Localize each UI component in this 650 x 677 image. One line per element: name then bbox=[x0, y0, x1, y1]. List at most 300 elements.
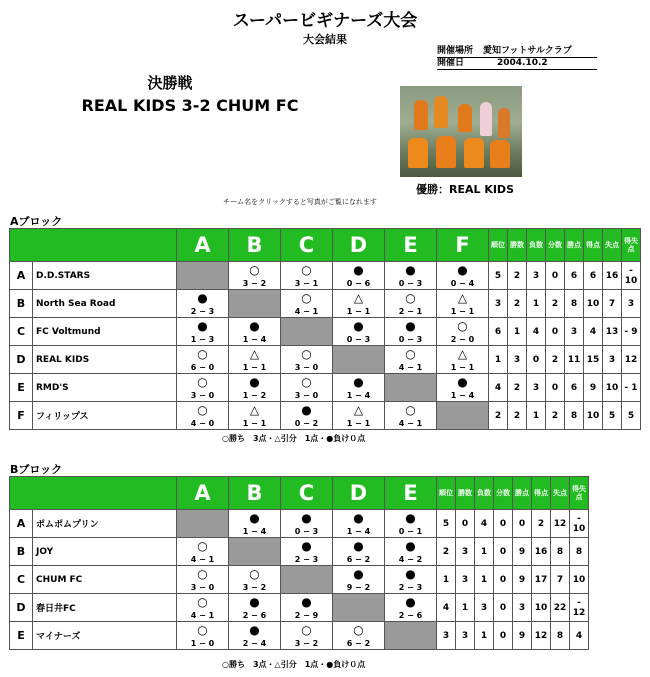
stat-points: 8 bbox=[565, 402, 584, 430]
stat-goals-for: 17 bbox=[532, 566, 551, 594]
self-match-cell bbox=[385, 622, 437, 650]
match-score: 2 − 3 bbox=[398, 583, 423, 592]
match-result-cell bbox=[229, 318, 281, 346]
result-symbol: △ bbox=[353, 291, 364, 305]
result-symbol: ○ bbox=[405, 403, 416, 417]
stat-goal-diff: - 1 bbox=[622, 374, 641, 402]
match-result-cell bbox=[177, 318, 229, 346]
match-score: 1 − 4 bbox=[450, 391, 475, 400]
result-symbol: ○ bbox=[197, 375, 208, 389]
table-row bbox=[10, 374, 641, 402]
match-score: 3 − 1 bbox=[294, 279, 319, 288]
result-symbol: ○ bbox=[197, 403, 208, 417]
block-b-col-e: E bbox=[385, 477, 437, 510]
self-match-cell bbox=[177, 262, 229, 290]
stat-points: 11 bbox=[565, 346, 584, 374]
stat-losses: 1 bbox=[475, 622, 494, 650]
match-result-cell bbox=[177, 402, 229, 430]
block-a-col-a: A bbox=[177, 229, 229, 262]
stat-goals-against: 3 bbox=[603, 346, 622, 374]
stat-header-goal-diff: 得失点 bbox=[622, 229, 641, 262]
match-result-cell bbox=[177, 594, 229, 622]
team-name-link[interactable]: North Sea Road bbox=[33, 290, 177, 318]
match-score: 1 − 1 bbox=[346, 307, 371, 316]
match-score: 2 − 9 bbox=[294, 611, 319, 620]
row-letter: A bbox=[10, 262, 33, 290]
self-match-cell bbox=[333, 594, 385, 622]
stat-losses: 1 bbox=[475, 566, 494, 594]
block-a-body bbox=[10, 262, 641, 430]
stat-losses: 0 bbox=[527, 346, 546, 374]
date-row bbox=[437, 58, 597, 70]
match-score: 2 − 0 bbox=[450, 335, 475, 344]
match-result-cell bbox=[229, 510, 281, 538]
stat-wins: 1 bbox=[508, 318, 527, 346]
date-value: 2004.10.2 bbox=[497, 58, 548, 68]
block-a-col-e: E bbox=[385, 229, 437, 262]
stat-goals-against: 8 bbox=[551, 622, 570, 650]
venue-row bbox=[437, 46, 597, 58]
match-result-cell bbox=[229, 622, 281, 650]
block-a-col-b: B bbox=[229, 229, 281, 262]
match-score: 6 − 0 bbox=[190, 363, 215, 372]
match-score: 2 − 3 bbox=[294, 555, 319, 564]
result-symbol: △ bbox=[249, 403, 260, 417]
match-score: 1 − 1 bbox=[450, 363, 475, 372]
stat-draws: 0 bbox=[494, 594, 513, 622]
stat-rank: 3 bbox=[489, 290, 508, 318]
match-score: 9 − 2 bbox=[346, 583, 371, 592]
match-score: 0 − 3 bbox=[398, 335, 423, 344]
self-match-cell bbox=[177, 510, 229, 538]
match-result-cell bbox=[333, 290, 385, 318]
stat-points: 3 bbox=[513, 594, 532, 622]
match-result-cell bbox=[333, 262, 385, 290]
stat-losses: 3 bbox=[475, 594, 494, 622]
stat-goal-diff: - 12 bbox=[570, 594, 589, 622]
match-result-cell bbox=[385, 346, 437, 374]
result-symbol: ○ bbox=[197, 567, 208, 581]
stat-goals-against: 10 bbox=[603, 374, 622, 402]
stat-draws: 0 bbox=[494, 538, 513, 566]
stat-goals-against: 7 bbox=[551, 566, 570, 594]
result-symbol: ● bbox=[353, 263, 364, 277]
block-a-col-d: D bbox=[333, 229, 385, 262]
block-b-label: Bブロック bbox=[10, 463, 63, 476]
team-name-link[interactable]: JOY bbox=[33, 538, 177, 566]
match-result-cell bbox=[333, 538, 385, 566]
match-result-cell bbox=[177, 622, 229, 650]
result-symbol: ○ bbox=[405, 347, 416, 361]
match-score: 4 − 1 bbox=[190, 555, 215, 564]
stat-goals-for: 16 bbox=[532, 538, 551, 566]
match-result-cell bbox=[385, 538, 437, 566]
block-a-col-f: F bbox=[437, 229, 489, 262]
match-result-cell bbox=[333, 510, 385, 538]
table-row bbox=[10, 290, 641, 318]
match-result-cell bbox=[281, 374, 333, 402]
team-name-link[interactable]: RMD'S bbox=[33, 374, 177, 402]
match-result-cell bbox=[281, 290, 333, 318]
team-name-link[interactable]: マイナーズ bbox=[33, 622, 177, 650]
match-score: 3 − 2 bbox=[242, 583, 267, 592]
team-name-link[interactable]: FC Voltmund bbox=[33, 318, 177, 346]
stat-goals-for: 12 bbox=[532, 622, 551, 650]
row-letter: D bbox=[10, 346, 33, 374]
match-result-cell bbox=[229, 594, 281, 622]
result-symbol: ○ bbox=[353, 623, 364, 637]
stat-rank: 6 bbox=[489, 318, 508, 346]
stat-header-draws: 分数 bbox=[546, 229, 565, 262]
match-score: 0 − 1 bbox=[398, 527, 423, 536]
table-row bbox=[10, 538, 589, 566]
stat-wins: 3 bbox=[456, 622, 475, 650]
table-row bbox=[10, 318, 641, 346]
match-score: 2 − 3 bbox=[190, 307, 215, 316]
result-symbol: ○ bbox=[197, 623, 208, 637]
stat-points: 3 bbox=[565, 318, 584, 346]
result-symbol: ● bbox=[301, 595, 312, 609]
match-score: 1 − 0 bbox=[190, 639, 215, 648]
row-letter: F bbox=[10, 402, 33, 430]
stat-rank: 2 bbox=[437, 538, 456, 566]
stat-header-wins: 勝数 bbox=[508, 229, 527, 262]
stat-rank: 4 bbox=[489, 374, 508, 402]
match-score: 2 − 1 bbox=[398, 307, 423, 316]
stat-draws: 2 bbox=[546, 346, 565, 374]
match-score: 1 − 4 bbox=[346, 527, 371, 536]
stat-goals-for: 9 bbox=[584, 374, 603, 402]
date-label: 開催日 bbox=[437, 58, 465, 68]
final-score: REAL KIDS 3-2 CHUM FC bbox=[81, 96, 299, 115]
stat-losses: 4 bbox=[527, 318, 546, 346]
result-symbol: ○ bbox=[249, 567, 260, 581]
match-score: 4 − 0 bbox=[190, 419, 215, 428]
block-a-corner bbox=[10, 229, 177, 262]
match-score: 0 − 3 bbox=[398, 279, 423, 288]
stat-goals-against: 12 bbox=[551, 510, 570, 538]
match-score: 4 − 1 bbox=[398, 419, 423, 428]
result-symbol: ● bbox=[301, 403, 312, 417]
block-b-col-a: A bbox=[177, 477, 229, 510]
result-symbol: ● bbox=[249, 511, 260, 525]
table-row bbox=[10, 622, 589, 650]
result-symbol: ○ bbox=[301, 291, 312, 305]
stat-goal-diff: 12 bbox=[622, 346, 641, 374]
team-name-link[interactable]: D.D.STARS bbox=[33, 262, 177, 290]
result-symbol: ○ bbox=[197, 595, 208, 609]
row-letter: D bbox=[10, 594, 33, 622]
match-result-cell bbox=[177, 290, 229, 318]
result-symbol: ● bbox=[249, 595, 260, 609]
stat-rank: 1 bbox=[489, 346, 508, 374]
result-symbol: △ bbox=[249, 347, 260, 361]
match-result-cell bbox=[229, 262, 281, 290]
match-score: 4 − 1 bbox=[190, 611, 215, 620]
page-title: スーパービギナーズ大会 bbox=[232, 11, 418, 31]
match-score: 3 − 2 bbox=[242, 279, 267, 288]
match-score: 3 − 0 bbox=[294, 391, 319, 400]
stat-points: 9 bbox=[513, 566, 532, 594]
self-match-cell bbox=[229, 538, 281, 566]
stat-header-rank: 順位 bbox=[437, 477, 456, 510]
result-symbol: ● bbox=[301, 539, 312, 553]
stat-goals-for: 15 bbox=[584, 346, 603, 374]
result-symbol: ○ bbox=[457, 319, 468, 333]
block-a-legend: ○勝ち 3点・△引分 1点・●負け０点 bbox=[222, 434, 366, 443]
stat-wins: 2 bbox=[508, 262, 527, 290]
result-symbol: ● bbox=[405, 539, 416, 553]
stat-wins: 1 bbox=[456, 594, 475, 622]
block-b-col-d: D bbox=[333, 477, 385, 510]
table-row bbox=[10, 346, 641, 374]
result-symbol: ○ bbox=[249, 263, 260, 277]
match-score: 1 − 1 bbox=[450, 307, 475, 316]
stat-header-losses: 負数 bbox=[475, 477, 494, 510]
stat-goal-diff: 5 bbox=[622, 402, 641, 430]
winner-photo[interactable] bbox=[400, 86, 522, 177]
match-score: 3 − 0 bbox=[190, 583, 215, 592]
stat-goal-diff: 8 bbox=[570, 538, 589, 566]
result-symbol: ● bbox=[249, 375, 260, 389]
stat-draws: 0 bbox=[494, 510, 513, 538]
result-symbol: ● bbox=[353, 375, 364, 389]
self-match-cell bbox=[385, 374, 437, 402]
stat-goal-diff: - 10 bbox=[570, 510, 589, 538]
stat-goals-against: 8 bbox=[551, 538, 570, 566]
stat-points: 6 bbox=[565, 262, 584, 290]
team-name-link[interactable]: ポムポムプリン bbox=[33, 510, 177, 538]
stat-goals-against: 5 bbox=[603, 402, 622, 430]
match-result-cell bbox=[385, 262, 437, 290]
self-match-cell bbox=[281, 318, 333, 346]
venue-value: 愛知フットサルクラブ bbox=[483, 46, 572, 56]
self-match-cell bbox=[437, 402, 489, 430]
stat-goal-diff: - 9 bbox=[622, 318, 641, 346]
team-name-link[interactable]: フィリップス bbox=[33, 402, 177, 430]
stat-points: 0 bbox=[513, 510, 532, 538]
match-result-cell bbox=[333, 566, 385, 594]
result-symbol: ● bbox=[249, 319, 260, 333]
stat-rank: 3 bbox=[437, 622, 456, 650]
stat-goals-for: 2 bbox=[532, 510, 551, 538]
match-score: 0 − 3 bbox=[294, 527, 319, 536]
result-symbol: ● bbox=[405, 595, 416, 609]
result-symbol: △ bbox=[457, 291, 468, 305]
final-label: 決勝戦 bbox=[147, 74, 193, 92]
block-b-header-row bbox=[10, 477, 589, 510]
result-symbol: ● bbox=[405, 263, 416, 277]
team-name-link[interactable]: 春日井FC bbox=[33, 594, 177, 622]
match-result-cell bbox=[437, 374, 489, 402]
stat-goals-against: 7 bbox=[603, 290, 622, 318]
match-score: 1 − 1 bbox=[242, 419, 267, 428]
match-result-cell bbox=[177, 566, 229, 594]
match-score: 1 − 1 bbox=[242, 363, 267, 372]
event-info bbox=[437, 46, 597, 70]
match-score: 1 − 2 bbox=[242, 391, 267, 400]
stat-rank: 1 bbox=[437, 566, 456, 594]
row-letter: C bbox=[10, 566, 33, 594]
stat-goal-diff: - 10 bbox=[622, 262, 641, 290]
row-letter: A bbox=[10, 510, 33, 538]
result-symbol: ● bbox=[353, 319, 364, 333]
result-symbol: ○ bbox=[405, 291, 416, 305]
match-result-cell bbox=[177, 538, 229, 566]
stat-wins: 3 bbox=[508, 346, 527, 374]
result-symbol: ○ bbox=[301, 623, 312, 637]
stat-losses: 3 bbox=[527, 262, 546, 290]
match-result-cell bbox=[281, 262, 333, 290]
match-score: 4 − 1 bbox=[398, 363, 423, 372]
self-match-cell bbox=[333, 346, 385, 374]
self-match-cell bbox=[281, 566, 333, 594]
match-result-cell bbox=[437, 318, 489, 346]
stat-draws: 0 bbox=[546, 318, 565, 346]
match-result-cell bbox=[385, 566, 437, 594]
match-score: 0 − 2 bbox=[294, 419, 319, 428]
result-symbol: ○ bbox=[301, 375, 312, 389]
result-symbol: ● bbox=[353, 539, 364, 553]
match-score: 3 − 2 bbox=[294, 639, 319, 648]
winner-caption: 優勝：REAL KIDS bbox=[415, 183, 514, 196]
self-match-cell bbox=[229, 290, 281, 318]
result-symbol: ○ bbox=[301, 263, 312, 277]
stat-header-goal-diff: 得失点 bbox=[570, 477, 589, 510]
result-symbol: ○ bbox=[197, 347, 208, 361]
result-symbol: ● bbox=[301, 511, 312, 525]
table-row bbox=[10, 510, 589, 538]
match-score: 3 − 0 bbox=[294, 363, 319, 372]
stat-rank: 4 bbox=[437, 594, 456, 622]
match-result-cell bbox=[177, 374, 229, 402]
result-symbol: ● bbox=[457, 263, 468, 277]
row-letter: B bbox=[10, 290, 33, 318]
match-result-cell bbox=[437, 290, 489, 318]
stat-points: 8 bbox=[565, 290, 584, 318]
match-score: 0 − 3 bbox=[346, 335, 371, 344]
match-score: 2 − 6 bbox=[398, 611, 423, 620]
match-score: 6 − 2 bbox=[346, 555, 371, 564]
block-b-col-b: B bbox=[229, 477, 281, 510]
stat-wins: 2 bbox=[508, 374, 527, 402]
result-symbol: ● bbox=[249, 623, 260, 637]
result-symbol: ● bbox=[457, 375, 468, 389]
stat-wins: 2 bbox=[508, 290, 527, 318]
stat-wins: 3 bbox=[456, 538, 475, 566]
match-score: 1 − 4 bbox=[242, 527, 267, 536]
match-score: 1 − 4 bbox=[346, 391, 371, 400]
stat-losses: 3 bbox=[527, 374, 546, 402]
result-symbol: △ bbox=[457, 347, 468, 361]
block-b-legend: ○勝ち 3点・△引分 1点・●負け０点 bbox=[222, 660, 366, 669]
block-b-table bbox=[9, 476, 589, 650]
result-symbol: ● bbox=[353, 511, 364, 525]
match-score: 0 − 4 bbox=[450, 279, 475, 288]
block-a-col-c: C bbox=[281, 229, 333, 262]
stat-losses: 1 bbox=[475, 538, 494, 566]
block-b-body bbox=[10, 510, 589, 650]
match-score: 0 − 6 bbox=[346, 279, 371, 288]
result-symbol: ● bbox=[405, 511, 416, 525]
match-result-cell bbox=[281, 510, 333, 538]
stat-goals-for: 10 bbox=[584, 290, 603, 318]
row-letter: E bbox=[10, 374, 33, 402]
team-name-link[interactable]: CHUM FC bbox=[33, 566, 177, 594]
stat-draws: 2 bbox=[546, 402, 565, 430]
stat-draws: 0 bbox=[494, 622, 513, 650]
stat-draws: 0 bbox=[546, 374, 565, 402]
stat-goals-for: 10 bbox=[584, 402, 603, 430]
match-result-cell bbox=[281, 622, 333, 650]
table-row bbox=[10, 566, 589, 594]
match-result-cell bbox=[177, 346, 229, 374]
match-score: 2 − 4 bbox=[242, 639, 267, 648]
stat-points: 9 bbox=[513, 538, 532, 566]
match-result-cell bbox=[385, 594, 437, 622]
match-result-cell bbox=[229, 346, 281, 374]
stat-goals-against: 22 bbox=[551, 594, 570, 622]
table-row bbox=[10, 262, 641, 290]
stat-wins: 0 bbox=[456, 510, 475, 538]
match-score: 4 − 2 bbox=[398, 555, 423, 564]
stat-goal-diff: 4 bbox=[570, 622, 589, 650]
stat-draws: 2 bbox=[546, 290, 565, 318]
block-a-label: Aブロック bbox=[10, 215, 63, 228]
team-name-link[interactable]: REAL KIDS bbox=[33, 346, 177, 374]
match-score: 4 − 1 bbox=[294, 307, 319, 316]
block-b-corner bbox=[10, 477, 177, 510]
result-symbol: ● bbox=[353, 567, 364, 581]
stat-goals-against: 13 bbox=[603, 318, 622, 346]
match-score: 2 − 6 bbox=[242, 611, 267, 620]
match-result-cell bbox=[385, 510, 437, 538]
stat-header-goals-against: 失点 bbox=[603, 229, 622, 262]
stat-goals-against: 16 bbox=[603, 262, 622, 290]
stat-header-rank: 順位 bbox=[489, 229, 508, 262]
table-row bbox=[10, 594, 589, 622]
stat-goals-for: 10 bbox=[532, 594, 551, 622]
stat-goals-for: 4 bbox=[584, 318, 603, 346]
match-result-cell bbox=[437, 262, 489, 290]
row-letter: B bbox=[10, 538, 33, 566]
result-symbol: ● bbox=[197, 319, 208, 333]
stat-draws: 0 bbox=[546, 262, 565, 290]
stat-header-points: 勝点 bbox=[513, 477, 532, 510]
result-symbol: ○ bbox=[301, 347, 312, 361]
venue-label: 開催場所 bbox=[437, 46, 474, 56]
match-result-cell bbox=[385, 402, 437, 430]
match-result-cell bbox=[333, 622, 385, 650]
stat-points: 9 bbox=[513, 622, 532, 650]
page-subtitle: 大会結果 bbox=[303, 33, 347, 46]
stat-rank: 5 bbox=[489, 262, 508, 290]
stat-losses: 4 bbox=[475, 510, 494, 538]
stat-header-goals-against: 失点 bbox=[551, 477, 570, 510]
block-a-header-row bbox=[10, 229, 641, 262]
match-result-cell bbox=[281, 346, 333, 374]
stat-header-losses: 負数 bbox=[527, 229, 546, 262]
result-symbol: ● bbox=[197, 291, 208, 305]
stat-rank: 5 bbox=[437, 510, 456, 538]
stat-losses: 1 bbox=[527, 290, 546, 318]
match-result-cell bbox=[333, 402, 385, 430]
row-letter: C bbox=[10, 318, 33, 346]
stat-losses: 1 bbox=[527, 402, 546, 430]
match-result-cell bbox=[333, 318, 385, 346]
match-result-cell bbox=[333, 374, 385, 402]
stat-goal-diff: 10 bbox=[570, 566, 589, 594]
